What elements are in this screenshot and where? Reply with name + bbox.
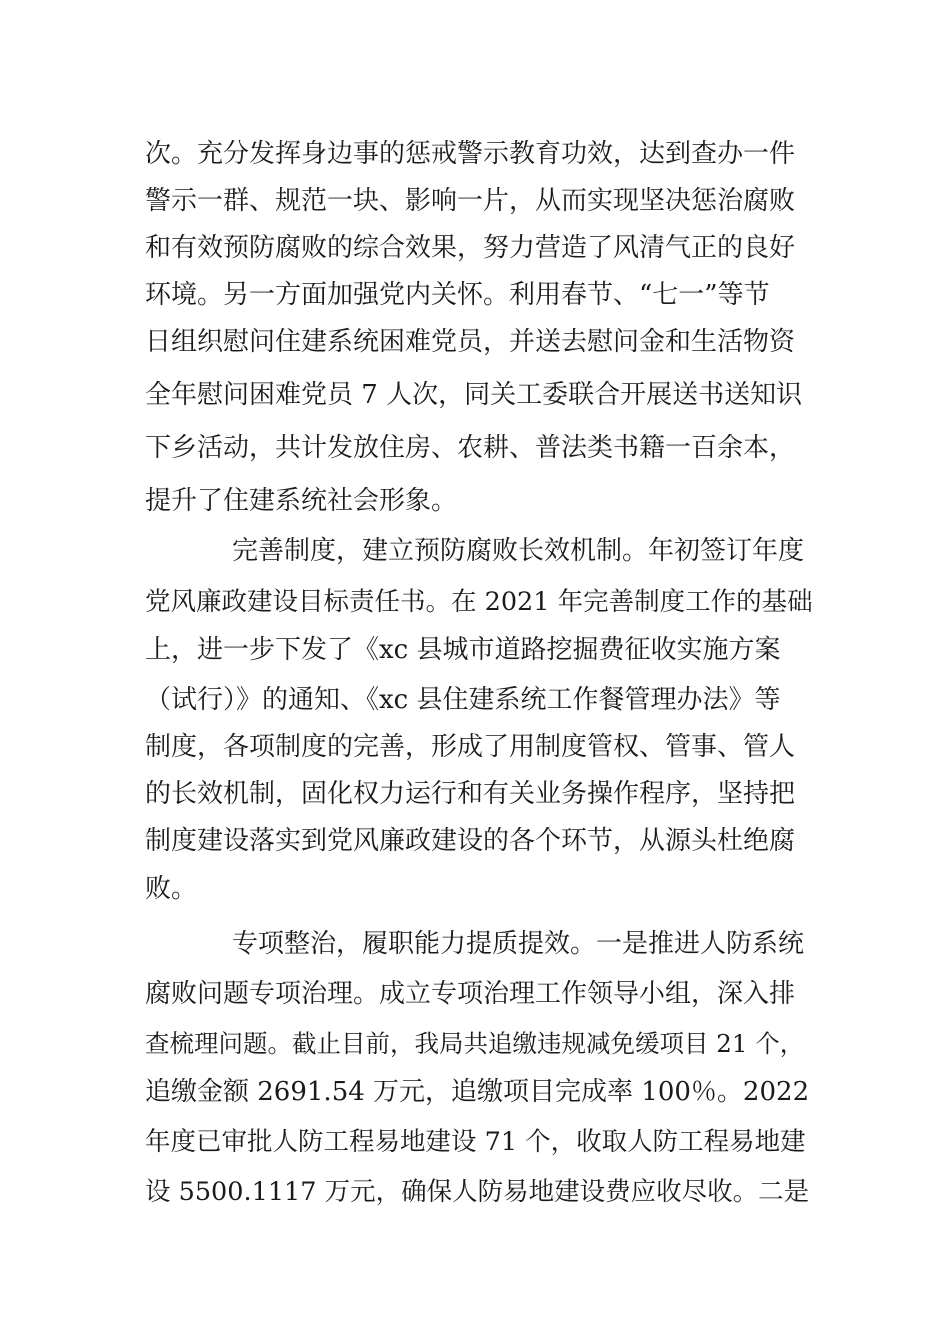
paragraph-2-line-3: 上，进一步下发了《xc 县城市道路挖掘费征收实施方案 (145, 635, 781, 665)
paragraph-1-line-5: 日组织慰问住建系统困难党员，并送去慰问金和生活物资 (145, 327, 796, 357)
paragraph-2-line-4: （试行）》的通知、《xc 县住建系统工作餐管理办法》等 (145, 685, 781, 715)
paragraph-2-line-6: 的长效机制，固化权力运行和有关业务操作程序，坚持把 (145, 779, 796, 809)
paragraph-1-line-3: 和有效预防腐败的综合效果，努力营造了风清气正的良好 (145, 233, 796, 263)
paragraph-2-line-1: 完善制度，建立预防腐败长效机制。年初签订年度 (232, 536, 805, 566)
paragraph-1-line-6: 全年慰问困难党员 7 人次，同关工委联合开展送书送知识 (145, 380, 803, 410)
paragraph-1-line-1: 次。充分发挥身边事的惩戒警示教育功效，达到查办一件 (145, 139, 796, 169)
paragraph-1-line-8: 提升了住建系统社会形象。 (145, 486, 458, 516)
paragraph-1-line-2: 警示一群、规范一块、影响一片，从而实现坚决惩治腐败 (145, 186, 796, 216)
paragraph-2-line-2: 党风廉政建设目标责任书。在 2021 年完善制度工作的基础 (145, 587, 813, 617)
paragraph-3-line-6: 设 5500.1117 万元，确保人防易地建设费应收尽收。二是 (145, 1177, 810, 1207)
paragraph-2-line-5: 制度，各项制度的完善，形成了用制度管权、管事、管人 (145, 732, 796, 762)
paragraph-2-line-8: 败。 (145, 874, 198, 904)
paragraph-3-line-3: 查梳理问题。截止目前，我局共追缴违规减免缓项目 21 个， (145, 1029, 805, 1058)
paragraph-3-line-5: 年度已审批人防工程易地建设 71 个，收取人防工程易地建 (145, 1127, 806, 1157)
paragraph-3-line-4: 追缴金额 2691.54 万元，追缴项目完成率 100％。2022 (145, 1077, 810, 1107)
paragraph-3-line-2: 腐败问题专项治理。成立专项治理工作领导小组，深入排 (145, 979, 796, 1009)
paragraph-1-line-4: 环境。另一方面加强党内关怀。利用春节、“七一”等节 (145, 280, 770, 310)
paragraph-1-line-7: 下乡活动，共计发放住房、农耕、普法类书籍一百余本， (145, 433, 796, 463)
paragraph-3-line-1: 专项整治，履职能力提质提效。一是推进人防系统 (232, 929, 805, 959)
paragraph-2-line-7: 制度建设落实到党风廉政建设的各个环节，从源头杜绝腐 (145, 826, 796, 856)
